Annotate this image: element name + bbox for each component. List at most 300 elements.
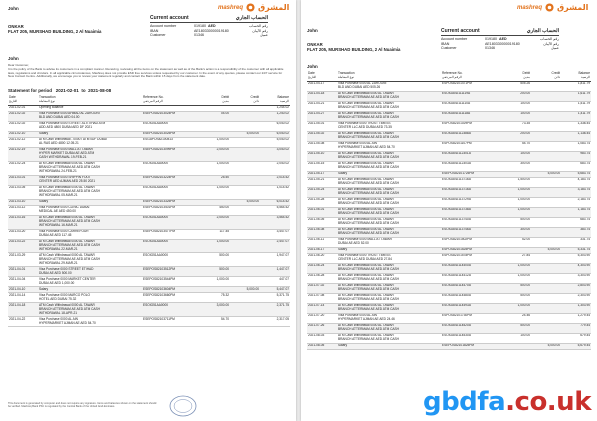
- cell-balance: 1,611.79: [561, 91, 591, 101]
- cell-credit: 5,000.00: [531, 171, 561, 177]
- cell-debit: 117.45: [200, 229, 230, 239]
- cell-balance: 1,083.74: [561, 141, 591, 151]
- cell-debit: 1,000.00: [200, 185, 230, 199]
- table-row: [307, 177, 591, 187]
- cell-credit: [531, 217, 561, 227]
- cell-credit: 5,000.00: [230, 131, 260, 137]
- cell-date: 2021-04-04: [8, 277, 38, 287]
- col-date-page-2: Date التاريخ: [307, 72, 337, 81]
- table-row: [307, 131, 591, 141]
- cell-transaction: Visa Purchase 0000 AL AIN HYPERMARKET AJMAN AE AED 54.70: [38, 317, 142, 327]
- cell-credit: [230, 253, 260, 267]
- cell-credit: [230, 229, 260, 239]
- cell-reference: ESOIGAN2114470A: [441, 283, 501, 293]
- cell-transaction: Visa Purchase 0000 MARCO POLO HOTEL AED DUBAI 75.32: [38, 293, 142, 303]
- cell-balance: 5,040.02: [260, 137, 290, 147]
- cell-debit: 100.00: [501, 151, 531, 161]
- cell-debit: 100.00: [501, 101, 531, 111]
- cell-date: 2021-08-03: [307, 333, 337, 343]
- table-row: [307, 101, 591, 111]
- cell-transaction: Visa Purchase 0000 AL AIN HYPERMARKET AJMAN AE AED 24.46: [337, 313, 441, 323]
- cell-credit: [531, 323, 561, 333]
- cell-reference: ESOIGAN2112388A: [441, 131, 501, 141]
- cell-balance: 1,411.79: [561, 111, 591, 121]
- cell-balance: 983.74: [561, 151, 591, 161]
- cell-reference: ESEPOS82103660PM: [142, 293, 200, 303]
- transactions-table-page-1: [8, 96, 290, 327]
- cell-credit: [230, 267, 260, 277]
- cell-transaction: ATM Cash Withdrawal 0000 AL TAWAR BRANCH ATTERMAM AE AED ATM CASH: [337, 101, 441, 111]
- cell-credit: [531, 121, 561, 131]
- cell-reference: ESEPOS82103544PM: [142, 277, 200, 287]
- table-row: [8, 293, 290, 303]
- footer-note: This document is generated by computer and does not require any signature. Items and balances shown on the statement should be verified. Mashreq Bank PSC is regulated by the Central Bank of the United Arab Emirates.: [8, 402, 157, 409]
- cell-balance: 1,240.02: [260, 111, 290, 121]
- cell-credit: [230, 293, 260, 303]
- cell-debit: 1,000.00: [200, 277, 230, 287]
- cell-balance: 3,303.90: [561, 273, 591, 283]
- bank-logo-ar: المشرق: [258, 3, 290, 12]
- cell-transaction: ATM Cash Withdrawal 0000 AL TAWAR BRANCH ATTERMAM AE AED ATM CASH: [337, 151, 441, 161]
- site-watermark: [423, 387, 591, 417]
- cell-reference: ESOIG51AA0000: [142, 215, 200, 229]
- period-to-word: to: [81, 88, 86, 93]
- cell-balance: 779.44: [561, 323, 591, 333]
- col-credit: Credit دائن: [230, 96, 260, 105]
- cell-date: 2021-06-20: [307, 253, 337, 263]
- cell-reference: ESOIGAN2114400A: [441, 263, 501, 273]
- table-row: [307, 263, 591, 273]
- cell-credit: [230, 317, 260, 327]
- cell-transaction: ATM Cash Withdrawal - 00007 ATM 0DF DUBAI AL RAS AED 4800 12.05.21: [38, 137, 142, 147]
- table-row: [307, 161, 591, 171]
- cell-credit: [531, 207, 561, 217]
- cell-date: 2021-06-08: [307, 227, 337, 237]
- cell-transaction: ATM Cash Withdrawal 0000 AL TAWAR BRANCH ATTERMAM AE AED ATM CASH: [337, 177, 441, 187]
- table-row: [8, 239, 290, 253]
- cell-transaction: ATM Cash Withdrawal 0000 AL TAWAR BRANCH ATTERMAM AE AED ATM CASH: [337, 197, 441, 207]
- cell-reference: ESPOS82101029PM: [441, 121, 501, 131]
- cell-balance: 2,317.05: [260, 317, 290, 327]
- cell-credit: [531, 91, 561, 101]
- cell-transaction: Salary: [337, 247, 441, 253]
- cell-debit: 25.50: [200, 175, 230, 185]
- account-title: Current account: [150, 15, 189, 21]
- cell-credit: [230, 147, 260, 161]
- cell-debit: 200.00: [501, 91, 531, 101]
- period-label: Statement for period: [8, 88, 53, 93]
- customer-label: Customer: [150, 33, 166, 38]
- cell-credit: [230, 239, 260, 253]
- cell-credit: [531, 253, 561, 263]
- col-date: Date التاريخ: [8, 96, 38, 105]
- cell-credit: [531, 111, 561, 121]
- cell-transaction: ATM Cash Withdrawal 0000 AL TAWAR BRANCH ATTERMAM AE AED ATM CASH: [337, 263, 441, 273]
- cell-reference: ESEPOS82103024PM: [142, 111, 200, 121]
- cell-date: 2021-02-02: [8, 111, 38, 121]
- table-row: [8, 137, 290, 147]
- cell-debit: 200.00: [501, 131, 531, 141]
- cell-date: 2021-02-01: [8, 105, 38, 111]
- cell-balance: 679.44: [561, 333, 591, 343]
- cell-transaction: ATM Cash Withdrawal 0000 AL TAWAR BRANCH ATTERMAM AE AED ATM CASH WITHDRAWAL 16-MAR-21: [38, 215, 142, 229]
- table-header-row-page-2: [307, 72, 591, 81]
- cell-reference: ESPOS82101525PM: [441, 247, 501, 253]
- cell-transaction: Visa Purchase 0000 STREET ETIHAD DUBAI AE AED 500.00: [38, 267, 142, 277]
- cell-reference: ESOIG51AA0000: [142, 121, 200, 131]
- account-currency-page-2: AED: [499, 37, 507, 41]
- cell-transaction: ATM Cash Withdrawal 0000 AL TAWAR BRANCH ATTERMAM AE AED ATM CASH: [337, 161, 441, 171]
- cell-date: 2021-04-10: [8, 287, 38, 293]
- customer-label-ar-page-2: عميل: [550, 46, 559, 51]
- statement-page-2: [301, 0, 597, 421]
- period-to: 2021-08-08: [88, 88, 112, 93]
- bank-logo-ar-page-2: المشرق: [557, 3, 589, 12]
- cell-balance: 1,338.44: [561, 121, 591, 131]
- cell-credit: [230, 303, 260, 317]
- col-credit-page-2: Credit دائن: [531, 72, 561, 81]
- table-row: [8, 147, 290, 161]
- cell-balance: 1,511.79: [561, 101, 591, 111]
- cell-balance: 1,811.79: [561, 81, 591, 91]
- cell-debit: 100.00: [501, 111, 531, 121]
- cell-debit: 1,000.00: [200, 239, 230, 253]
- cell-credit: [230, 205, 260, 215]
- cell-transaction: ATM Cash Withdrawal 0000 AL TAWAR BRANCH ATTERMAM AE AED ATM CASH: [337, 217, 441, 227]
- cell-credit: [531, 273, 561, 283]
- customer-address-block: [8, 24, 101, 34]
- cell-transaction: ATM Cash Withdrawal 0000 AL TAWAR BRANCH ATTERMAM AE AED ATM CASH: [337, 227, 441, 237]
- cell-reference: ESOIGAN2113716A: [441, 187, 501, 197]
- cell-balance: 3,447.07: [260, 229, 290, 239]
- cell-debit: 505.26: [501, 81, 531, 91]
- cell-date: 2021-05-24: [307, 187, 337, 197]
- cell-balance: 2,447.07: [260, 239, 290, 253]
- cell-date: 2021-03-22: [8, 239, 38, 253]
- table-row: [307, 187, 591, 197]
- cell-reference: ESOIG51AA0000: [142, 161, 200, 175]
- account-title-ar-page-2: الحساب الجاري: [526, 28, 559, 34]
- account-title-ar: الحساب الجاري: [235, 15, 268, 21]
- table-row: [307, 217, 591, 227]
- table-row: [8, 121, 290, 131]
- cell-debit: 500.00: [200, 267, 230, 277]
- cell-credit: [531, 81, 561, 91]
- cell-credit: [531, 263, 561, 273]
- table-row: [307, 283, 591, 293]
- cell-reference: ESEPOS82103401PM: [142, 205, 200, 215]
- cell-debit: 1,500.00: [501, 177, 531, 187]
- cell-balance: 1,138.44: [561, 131, 591, 141]
- cell-debit: 3,000.00: [200, 303, 230, 317]
- cell-reference: ESEPOS82103099PM: [142, 147, 200, 161]
- cell-date: 2021-04-21: [307, 101, 337, 111]
- cell-credit: [531, 161, 561, 171]
- cell-transaction: ATM Cash Withdrawal 0000 AL TAWAR BRANCH ATTERMAM AE AED ATM CASH WITHDRAWAL 24-FEB-21: [38, 161, 142, 175]
- cell-date: 2021-03-05: [8, 185, 38, 199]
- cell-transaction: ATM Cash Withdrawal 0000 AL TAWAR BRANCH ATTERMAM AE AED ATM CASH: [337, 323, 441, 333]
- intro-notes: [8, 64, 288, 79]
- cell-transaction: Visa Purchase 0000 CARREFOUR DUBAI AE AED 117.45: [38, 229, 142, 239]
- account-number-label-ar: رقم الحساب: [249, 24, 268, 28]
- cell-credit: [230, 137, 260, 147]
- cell-debit: 300.00: [501, 161, 531, 171]
- bank-logo-icon-page-2: [545, 3, 554, 12]
- cell-balance: 331.74: [561, 237, 591, 247]
- cell-reference: ESOIGAN2114480A: [441, 293, 501, 303]
- cell-balance: 5,371.75: [260, 293, 290, 303]
- cell-balance: 1,279.44: [561, 313, 591, 323]
- iban-label: IBAN: [150, 28, 159, 33]
- bank-logo-page-2: [517, 3, 588, 12]
- table-row: [8, 317, 290, 327]
- cell-credit: 5,000.00: [230, 287, 260, 293]
- table-row: [307, 303, 591, 313]
- cell-date: 2021-05-17: [307, 171, 337, 177]
- cell-balance: 2,183.74: [561, 197, 591, 207]
- cell-debit: 1,000.00: [501, 263, 531, 273]
- iban-label-ar-page-2: رقم الآيبان: [543, 41, 559, 46]
- cell-transaction: Visa Purchase 0000 AL ZAROONI BLD AND DUBAI AED 505.26: [337, 81, 441, 91]
- cell-credit: [531, 141, 561, 151]
- cell-credit: 5,000.00: [531, 343, 561, 349]
- cell-debit: 73.35: [501, 121, 531, 131]
- cell-balance: 2,014.52: [260, 175, 290, 185]
- customer-number: 01346: [194, 33, 204, 38]
- account-number-page-2: 019180: [485, 37, 497, 41]
- cell-debit: 450.00: [200, 205, 230, 215]
- cell-balance: 1,947.07: [260, 253, 290, 267]
- table-row: [307, 313, 591, 323]
- cell-reference: ESOIGAN2111119A: [441, 91, 501, 101]
- cell-reference: ESEPOS82103477PM: [142, 229, 200, 239]
- cell-transaction: ATM Cash Withdrawal 0000 AL TAWAR BRANCH ATTERMAM AE AED ATM CASH WITHDRAWAL 22-MAR-21: [38, 239, 142, 253]
- cell-date: 2021-04-18: [8, 303, 38, 317]
- cell-debit: 52.00: [501, 237, 531, 247]
- cell-balance: 1,244.02: [260, 105, 290, 111]
- col-debit: Debit مدين: [200, 96, 230, 105]
- customer-number-page-2: 01346: [485, 46, 495, 51]
- cell-debit: 500.00: [501, 293, 531, 303]
- cell-balance: 3,183.74: [561, 187, 591, 197]
- bank-seal-stamp: [168, 394, 198, 418]
- cell-debit: [501, 343, 531, 349]
- cell-reference: ESGAPOS82100813: [142, 137, 200, 147]
- cell-transaction: Visa Purchase 0000 TRUST TIMESS CENTER LLC AED DUBAI AED 73.35: [337, 121, 441, 131]
- table-row: [8, 253, 290, 267]
- cell-credit: [230, 111, 260, 121]
- cell-date: 2021-03-20: [8, 229, 38, 239]
- table-row: [307, 151, 591, 161]
- cell-date: 2021-04-18: [307, 91, 337, 101]
- table-row: [307, 227, 591, 237]
- cell-transaction: Salary: [337, 171, 441, 177]
- col-balance-page-2: Balance الرصيد: [561, 72, 591, 81]
- cell-debit: 1,000.00: [200, 161, 230, 175]
- cell-balance: 447.07: [260, 277, 290, 287]
- table-row: [8, 175, 290, 185]
- cell-date: 2021-04-22: [8, 317, 38, 327]
- cell-transaction: ATM Cash Withdrawal 0000 AL TAWAR BRANCH ATTERMAM AE AED ATM CASH: [337, 283, 441, 293]
- col-transaction: Transaction نوع المعاملة: [38, 96, 142, 105]
- table-row: [307, 253, 591, 263]
- cell-reference: ESPOS82101578PM: [441, 253, 501, 263]
- cell-credit: [230, 215, 260, 229]
- account-number: 019180: [194, 24, 206, 28]
- cell-reference: ESPOS82101502PM: [441, 237, 501, 247]
- table-row: [307, 323, 591, 333]
- cell-balance: 1,447.07: [260, 267, 290, 277]
- cell-reference: ESOIG51AA0000: [142, 239, 200, 253]
- cell-reference: ESOIGAN2114530A: [441, 333, 501, 343]
- cell-debit: 500.00: [501, 283, 531, 293]
- table-row: [8, 161, 290, 175]
- cell-balance: 5,447.07: [260, 287, 290, 293]
- cell-transaction: Visa Purchase 0000 SHIPPIN FOOT CENTER AED AJMAN AED 25.50 2021: [38, 175, 142, 185]
- cell-transaction: Salary: [38, 199, 142, 205]
- cell-date: 2021-06-11: [307, 237, 337, 247]
- cell-date: 2021-02-12: [8, 137, 38, 147]
- cell-debit: 500.00: [501, 323, 531, 333]
- cell-balance: 2,803.90: [561, 283, 591, 293]
- cell-date: 2021-07-26: [307, 323, 337, 333]
- cell-transaction: ATM Cash Withdrawal 0000 AL TAWAR BRANCH ATTERMAM AE AED ATM CASH: [337, 111, 441, 121]
- customer-full-name-page-2: ONKAR: [307, 42, 323, 47]
- cell-transaction: Visa Purchase 0000 MALL AT TAWAR HYPER MARKET DUBAI AE AED ATM CASH WITHDRAWAL 19-FEB-21: [38, 147, 142, 161]
- table-row: [8, 185, 290, 199]
- cell-reference: ESEPOS82103711PM: [142, 317, 200, 327]
- cell-transaction: Salary: [337, 343, 441, 349]
- col-reference: Reference No. الرقم المرجعي: [142, 96, 200, 105]
- cell-debit: 54.70: [501, 141, 531, 151]
- iban-value-page-2: AE180330000019180: [485, 41, 520, 46]
- cell-date: 2021-05-08: [307, 141, 337, 151]
- bank-logo-en-page-2: mashreq: [517, 4, 543, 11]
- cell-credit: [531, 131, 561, 141]
- table-row: [307, 81, 591, 91]
- customer-short-name: John: [8, 6, 19, 11]
- cell-debit: 500.00: [200, 253, 230, 267]
- cell-credit: [531, 101, 561, 111]
- account-title-page-2: Current account: [441, 28, 480, 34]
- iban-label-page-2: IBAN: [441, 41, 450, 46]
- cell-debit: 2,000.00: [200, 147, 230, 161]
- table-row: [8, 267, 290, 277]
- table-row: [307, 343, 591, 349]
- cell-debit: 500.00: [501, 217, 531, 227]
- cell-reference: ESEPOS82101725PM: [441, 171, 501, 177]
- col-reference-page-2: Reference No. الرقم المرجعي: [441, 72, 501, 81]
- intro-body: It is the policy of the Bank to advise its customers in a compliant manner. Receiving, reviewing all the items on the statement as well as of the Bank's action is a responsibility of the customer with all applicable laws, regulations and circulars. In all applicable circumstances, Mashreq does not provide ESD free services unless requested by our customer. In the event of any queries, please contact our 24/7 service for New Contact Centre. Additionally, we encourage you to review your statement regularly and contact the Bank within 15 days from the statement date.: [8, 66, 284, 79]
- cell-transaction: ATM Cash Withdrawal 0000 AL TAWAR BRANCH ATTERMAM AE AED ATM CASH: [337, 207, 441, 217]
- cell-debit: 75.32: [200, 293, 230, 303]
- bank-logo: [218, 3, 289, 12]
- cell-date: 2021-02-02: [8, 121, 38, 131]
- cell-balance: 5,564.52: [260, 205, 290, 215]
- cell-date: 2021-02-10: [8, 131, 38, 137]
- cell-date: 2021-06-05: [307, 217, 337, 227]
- cell-transaction: ATM Cash Withdrawal 0000 AL TAWAR BRANCH ATTERMAM AE AED ATM CASH: [337, 333, 441, 343]
- col-balance: Balance الرصيد: [260, 96, 290, 105]
- account-number-label-page-2: Account number: [441, 37, 468, 41]
- cell-debit: 100.00: [501, 333, 531, 343]
- cell-balance: 1,183.74: [561, 207, 591, 217]
- table-row: [307, 197, 591, 207]
- cell-transaction: Visa Purchase 0000 AL AIN HYPERMARKET AJMAN AE AED 54.70: [337, 141, 441, 151]
- cell-debit: 54.70: [200, 317, 230, 327]
- cell-transaction: ATM Cash Withdrawal 0000 AL TAWAR BRANCH ATTERMAM AE AED ATM CASH: [337, 91, 441, 101]
- cell-date: 2021-02-24: [8, 161, 38, 175]
- cell-date: 2021-05-21: [307, 177, 337, 187]
- cell-date: 2021-03-16: [8, 215, 38, 229]
- cell-balance: 4,303.90: [561, 263, 591, 273]
- cell-reference: ESOIG51AA0000: [142, 253, 200, 267]
- cell-debit: 04.00: [200, 111, 230, 121]
- table-header-row: [8, 96, 290, 105]
- cell-credit: [531, 333, 561, 343]
- cell-credit: [531, 303, 561, 313]
- cell-date: 2021-05-01: [307, 121, 337, 131]
- customer-short-name-page-2-repeat: John: [307, 64, 318, 69]
- cell-reference: ESEPOS82103512PM: [142, 267, 200, 277]
- cell-reference: ESOIGAN2113740A: [441, 217, 501, 227]
- cell-reference: ESOIGAN2113746A: [441, 227, 501, 237]
- cell-debit: 1,000.00: [501, 273, 531, 283]
- cell-transaction: ATM Cash Withdrawal 0000 AL TAWAR BRANCH ATTERMAM AE AED ATM CASH WITHDRAWAL 29-MAR-21: [38, 253, 142, 267]
- cell-reference: ESPOS82101471PM: [441, 81, 501, 91]
- cell-reference: ESEPOS82103604PM: [142, 287, 200, 293]
- account-number-label: Account number: [150, 24, 177, 28]
- cell-reference: ESOIGAN2113738A: [441, 207, 501, 217]
- customer-full-name: ONKAR: [8, 24, 24, 29]
- cell-credit: [230, 175, 260, 185]
- cell-balance: 6,040.02: [260, 121, 290, 131]
- cell-date: 2021-02-19: [8, 147, 38, 161]
- col-transaction-page-2: Transaction نوع المعاملة: [337, 72, 441, 81]
- cell-reference: ESOIGAN2114493A: [441, 303, 501, 313]
- cell-credit: [230, 185, 260, 199]
- cell-balance: 5,331.74: [561, 247, 591, 253]
- cell-credit: [531, 197, 561, 207]
- cell-credit: [230, 161, 260, 175]
- statement-period: [8, 88, 111, 93]
- customer-short-name-repeat: John: [8, 56, 19, 61]
- cell-reference: ESEPOS82101825PM: [441, 343, 501, 349]
- table-row: [8, 277, 290, 287]
- cell-balance: 5,303.90: [561, 253, 591, 263]
- cell-balance: 2,371.75: [260, 303, 290, 317]
- cell-balance: 1,303.90: [561, 303, 591, 313]
- cell-balance: 1,014.52: [260, 185, 290, 199]
- cell-debit: 300.00: [501, 227, 531, 237]
- cell-date: 2021-06-17: [307, 247, 337, 253]
- table-row: [307, 273, 591, 283]
- cell-credit: [230, 121, 260, 131]
- cell-credit: [531, 187, 561, 197]
- table-row: [307, 91, 591, 101]
- cell-debit: [200, 121, 230, 131]
- cell-reference: ESOIGAN2112303A: [441, 161, 501, 171]
- cell-transaction: ATM Cash Withdrawal 0000 AL TAWAR BRANCH ATTERMAM AE AED ATM CASH: [337, 273, 441, 283]
- watermark-part2: .co.uk: [505, 387, 591, 417]
- cell-date: 2021-08-05: [307, 343, 337, 349]
- account-box-page-2: [441, 28, 559, 51]
- table-row: [307, 111, 591, 121]
- cell-debit: 1,000.00: [501, 187, 531, 197]
- cell-date: 2021-07-02: [307, 283, 337, 293]
- table-row: [307, 293, 591, 303]
- cell-transaction: ATM Cash Withdrawal 0000 AL TAWAR BRANCH ATTERMAM AE AED ATM CASH: [337, 293, 441, 303]
